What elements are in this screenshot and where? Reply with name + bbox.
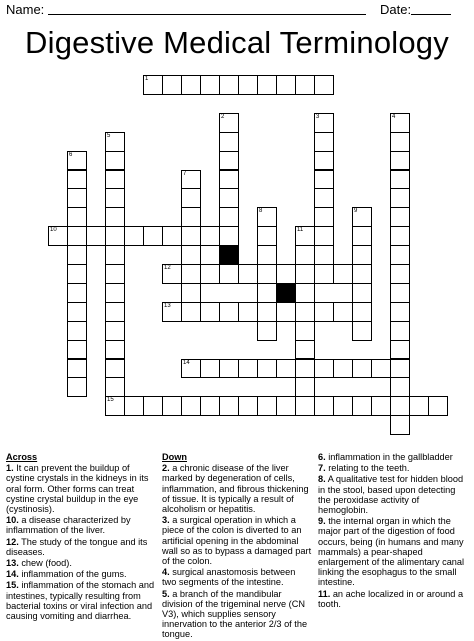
clue-item-number: 4. [162,567,170,578]
clue-item-number: 1. [6,463,14,474]
grid-cell[interactable] [314,75,334,95]
grid-cell[interactable] [390,283,410,303]
grid-cell[interactable] [352,321,372,341]
grid-cell[interactable] [48,226,68,246]
clue-item-number: 10. [6,515,19,526]
grid-cell[interactable] [219,170,239,190]
grid-cell[interactable] [333,264,353,284]
grid-cell[interactable] [352,207,372,227]
grid-cell[interactable] [390,396,410,416]
grid-cell[interactable] [162,264,182,284]
grid-cell[interactable] [181,170,201,190]
clue-item-number: 7. [318,463,326,474]
grid-cell[interactable] [371,396,391,416]
clue-item-number: 11. [318,588,331,599]
grid-cell[interactable] [67,188,87,208]
clue-item-number: 15. [6,580,19,591]
grid-cell[interactable] [314,226,334,246]
clue-item-number: 13. [6,558,19,569]
grid-cell[interactable] [295,245,315,265]
grid-cell[interactable] [219,151,239,171]
grid-cell[interactable] [105,151,125,171]
clue-item [6,558,156,568]
grid-cell[interactable] [200,226,220,246]
grid-cell[interactable] [257,283,277,303]
grid-cell[interactable] [105,377,125,397]
clue-item [318,474,468,515]
grid-cell[interactable] [276,302,296,322]
grid-cell[interactable] [314,396,334,416]
grid-cell[interactable] [238,396,258,416]
grid-cell[interactable] [105,170,125,190]
grid-cell[interactable] [314,188,334,208]
grid-cell[interactable] [390,151,410,171]
clue-number: 14 [183,359,190,366]
grid-cell[interactable] [219,264,239,284]
grid-cell[interactable] [295,283,315,303]
grid-cell[interactable] [276,264,296,284]
grid-cell[interactable] [162,302,182,322]
clue-number: 1 [145,76,149,82]
grid-cell[interactable] [314,113,334,133]
grid-cell[interactable] [352,264,372,284]
date-label: Date: [380,2,412,17]
grid-cell[interactable] [181,207,201,227]
grid-cell[interactable] [390,226,410,246]
grid-cell[interactable] [352,359,372,379]
grid-cell[interactable] [352,226,372,246]
grid-cell[interactable] [200,396,220,416]
down-clues [162,452,312,641]
clue-item-number: 12. [6,536,19,547]
grid-cell[interactable] [352,283,372,303]
grid-cell[interactable] [67,321,87,341]
puzzle-title: Digestive Medical Terminology [25,25,449,60]
grid-cell[interactable] [105,302,125,322]
clue-item-number: 2. [162,463,170,474]
grid-cell[interactable] [219,207,239,227]
grid-cell[interactable] [219,396,239,416]
grid-cell[interactable] [105,321,125,341]
grid-cell[interactable] [124,226,144,246]
grid-cell[interactable] [181,245,201,265]
clue-item-text: a surgical operation in which a piece of the colon is diverted to an artificial opening in the abdominal wall so as to bypass a damaged part of the colon. [162,515,312,567]
blocked-cell [219,245,239,265]
grid-cell[interactable] [390,377,410,397]
grid-cell[interactable] [257,207,277,227]
clue-item [318,463,468,473]
clue-item [162,567,312,587]
grid-cell[interactable] [371,359,391,379]
grid-cell[interactable] [314,302,334,322]
grid-cell[interactable] [105,340,125,360]
grid-cell[interactable] [352,245,372,265]
grid-cell[interactable] [181,396,201,416]
grid-cell[interactable] [181,75,201,95]
grid-cell[interactable] [181,283,201,303]
grid-cell[interactable] [390,359,410,379]
grid-cell[interactable] [219,113,239,133]
grid-cell[interactable] [314,151,334,171]
clue-item [6,569,156,579]
grid-cell[interactable] [200,302,220,322]
grid-cell[interactable] [181,226,201,246]
clue-number: 3 [316,113,320,120]
grid-cell[interactable] [352,396,372,416]
grid-cell[interactable] [390,415,410,435]
grid-cell[interactable] [67,264,87,284]
grid-cell[interactable] [67,377,87,397]
clue-number: 6 [69,151,73,158]
grid-cell[interactable] [200,75,220,95]
clue-number: 10 [50,227,57,234]
grid-cell[interactable] [314,245,334,265]
grid-cell[interactable] [86,226,106,246]
grid-cell[interactable] [219,359,239,379]
grid-cell[interactable] [162,396,182,416]
down-clues-continued [318,452,468,610]
clue-item-text: It can prevent the buildup of cystine crystals in the kidneys in its oral form. Other forms can treat cystine crystal buildup in the eye (cystinosis). [6,463,149,515]
grid-cell[interactable] [238,359,258,379]
clue-item [6,537,156,557]
grid-cell[interactable] [181,359,201,379]
clue-item-number: 3. [162,515,170,526]
clue-item-text: a chronic disease of the liver marked by degeneration of cells, inflammation, and fibrous thickening of tissue. It is typically a result of alcoholism or hepatitis. [162,463,309,515]
clue-number: 5 [107,132,111,139]
grid-cell[interactable] [105,226,125,246]
grid-cell[interactable] [238,264,258,284]
grid-cell[interactable] [67,151,87,171]
grid-cell[interactable] [105,283,125,303]
clue-item-number: 14. [6,569,19,580]
grid-cell[interactable] [428,396,448,416]
grid-cell[interactable] [314,207,334,227]
clue-item [318,589,468,609]
grid-cell[interactable] [257,264,277,284]
clue-number: 9 [354,208,358,215]
grid-cell[interactable] [314,264,334,284]
grid-cell[interactable] [200,264,220,284]
grid-cell[interactable] [409,396,429,416]
grid-cell[interactable] [257,359,277,379]
clue-number: 4 [392,113,396,120]
name-label: Name: [6,2,45,17]
clue-item-number: 5. [162,588,170,599]
grid-cell[interactable] [295,321,315,341]
grid-cell[interactable] [333,396,353,416]
clue-number: 13 [164,302,171,309]
grid-cell[interactable] [105,396,125,416]
grid-cell[interactable] [181,264,201,284]
clue-item [162,515,312,566]
grid-cell[interactable] [276,359,296,379]
grid-cell[interactable] [105,245,125,265]
grid-cell[interactable] [295,340,315,360]
grid-cell[interactable] [143,396,163,416]
grid-cell[interactable] [314,132,334,152]
grid-cell[interactable] [295,75,315,95]
clue-item-text: a disease characterized by inflammation of the liver. [6,515,131,536]
grid-cell[interactable] [390,264,410,284]
clue-item [318,452,468,462]
grid-cell[interactable] [295,226,315,246]
clue-number: 12 [164,265,171,271]
grid-cell[interactable] [67,340,87,360]
grid-cell[interactable] [390,302,410,322]
clue-item [6,463,156,514]
clue-item [6,515,156,535]
grid-cell[interactable] [67,226,87,246]
clue-number: 15 [107,397,114,404]
grid-cell[interactable] [390,170,410,190]
clue-number: 7 [183,170,187,177]
grid-cell[interactable] [333,359,353,379]
grid-cell[interactable] [314,359,334,379]
grid-cell[interactable] [219,226,239,246]
clue-item-number: 9. [318,516,326,527]
grid-cell[interactable] [257,75,277,95]
grid-cell[interactable] [257,226,277,246]
grid-cell[interactable] [67,245,87,265]
grid-cell[interactable] [124,396,144,416]
grid-cell[interactable] [105,132,125,152]
clue-item-text: inflammation in the gallbladder [325,452,453,462]
grid-cell[interactable] [295,302,315,322]
grid-cell[interactable] [390,207,410,227]
clue-item-text: A qualitative test for hidden blood in the stool, based upon detecting the peroxidase activity of hemoglobin. [318,474,464,516]
grid-cell[interactable] [219,188,239,208]
grid-cell[interactable] [257,245,277,265]
grid-cell[interactable] [67,170,87,190]
clue-item [162,589,312,640]
grid-cell[interactable] [238,75,258,95]
grid-cell[interactable] [390,188,410,208]
grid-cell[interactable] [105,207,125,227]
grid-cell[interactable] [67,359,87,379]
grid-cell[interactable] [276,75,296,95]
clue-number: 11 [297,227,304,234]
grid-cell[interactable] [67,302,87,322]
grid-cell[interactable] [162,75,182,95]
grid-cell[interactable] [295,377,315,397]
grid-cell[interactable] [105,188,125,208]
grid-cell[interactable] [181,188,201,208]
grid-cell[interactable] [162,226,182,246]
grid-cell[interactable] [257,321,277,341]
grid-cell[interactable] [219,132,239,152]
clue-item-text: The study of the tongue and its diseases. [6,536,148,557]
grid-cell[interactable] [390,340,410,360]
grid-cell[interactable] [67,283,87,303]
clue-item-text: a branch of the mandibular division of the trigeminal nerve (CN V3), which supplies sensory innervation to the anterior 2/3 of the tongue. [162,588,308,640]
clue-item-text: an ache localized in or around a tooth. [318,588,464,609]
grid-cell[interactable] [333,302,353,322]
clue-item [162,463,312,514]
grid-cell[interactable] [219,302,239,322]
grid-cell[interactable] [257,302,277,322]
clue-item-number: 6. [318,452,326,462]
grid-cell[interactable] [181,302,201,322]
clue-item-text: inflammation of the gums. [18,569,127,580]
grid-cell[interactable] [295,396,315,416]
grid-cell[interactable] [390,113,410,133]
grid-cell[interactable] [390,321,410,341]
down-header: Down [162,452,188,462]
grid-cell[interactable] [295,359,315,379]
grid-cell[interactable] [257,396,277,416]
clue-item [6,580,156,621]
clue-number: 2 [221,113,225,120]
grid-cell[interactable] [314,170,334,190]
grid-cell[interactable] [143,75,163,95]
grid-cell[interactable] [200,359,220,379]
clue-item-text: surgical anastomosis between two segments of the intestine. [162,567,296,588]
grid-cell[interactable] [390,132,410,152]
grid-cell[interactable] [276,396,296,416]
grid-cell[interactable] [238,302,258,322]
grid-cell[interactable] [105,264,125,284]
clue-item [318,516,468,587]
clue-number: 8 [259,208,263,215]
clue-item-number: 8. [318,474,326,485]
grid-cell[interactable] [352,302,372,322]
grid-cell[interactable] [390,245,410,265]
clue-item-text: the internal organ in which the major part of the digestion of food occurs, being (in humans and many mammals) a pear-shaped enlargement of the alimentary canal linking the esophagus to the small intestine. [318,516,465,588]
grid-cell[interactable] [295,264,315,284]
grid-cell[interactable] [219,75,239,95]
clue-item-text: chew (food). [18,558,72,569]
across-header: Across [6,452,38,462]
across-clues [6,452,156,622]
clue-item-text: inflammation of the stomach and intestines, typically resulting from bacterial toxins or viral infection and causing vomiting and diarrhea. [6,580,155,622]
blocked-cell [276,283,296,303]
grid-cell[interactable] [105,359,125,379]
clue-item-text: relating to the teeth. [325,463,410,474]
grid-cell[interactable] [143,226,163,246]
grid-cell[interactable] [67,207,87,227]
